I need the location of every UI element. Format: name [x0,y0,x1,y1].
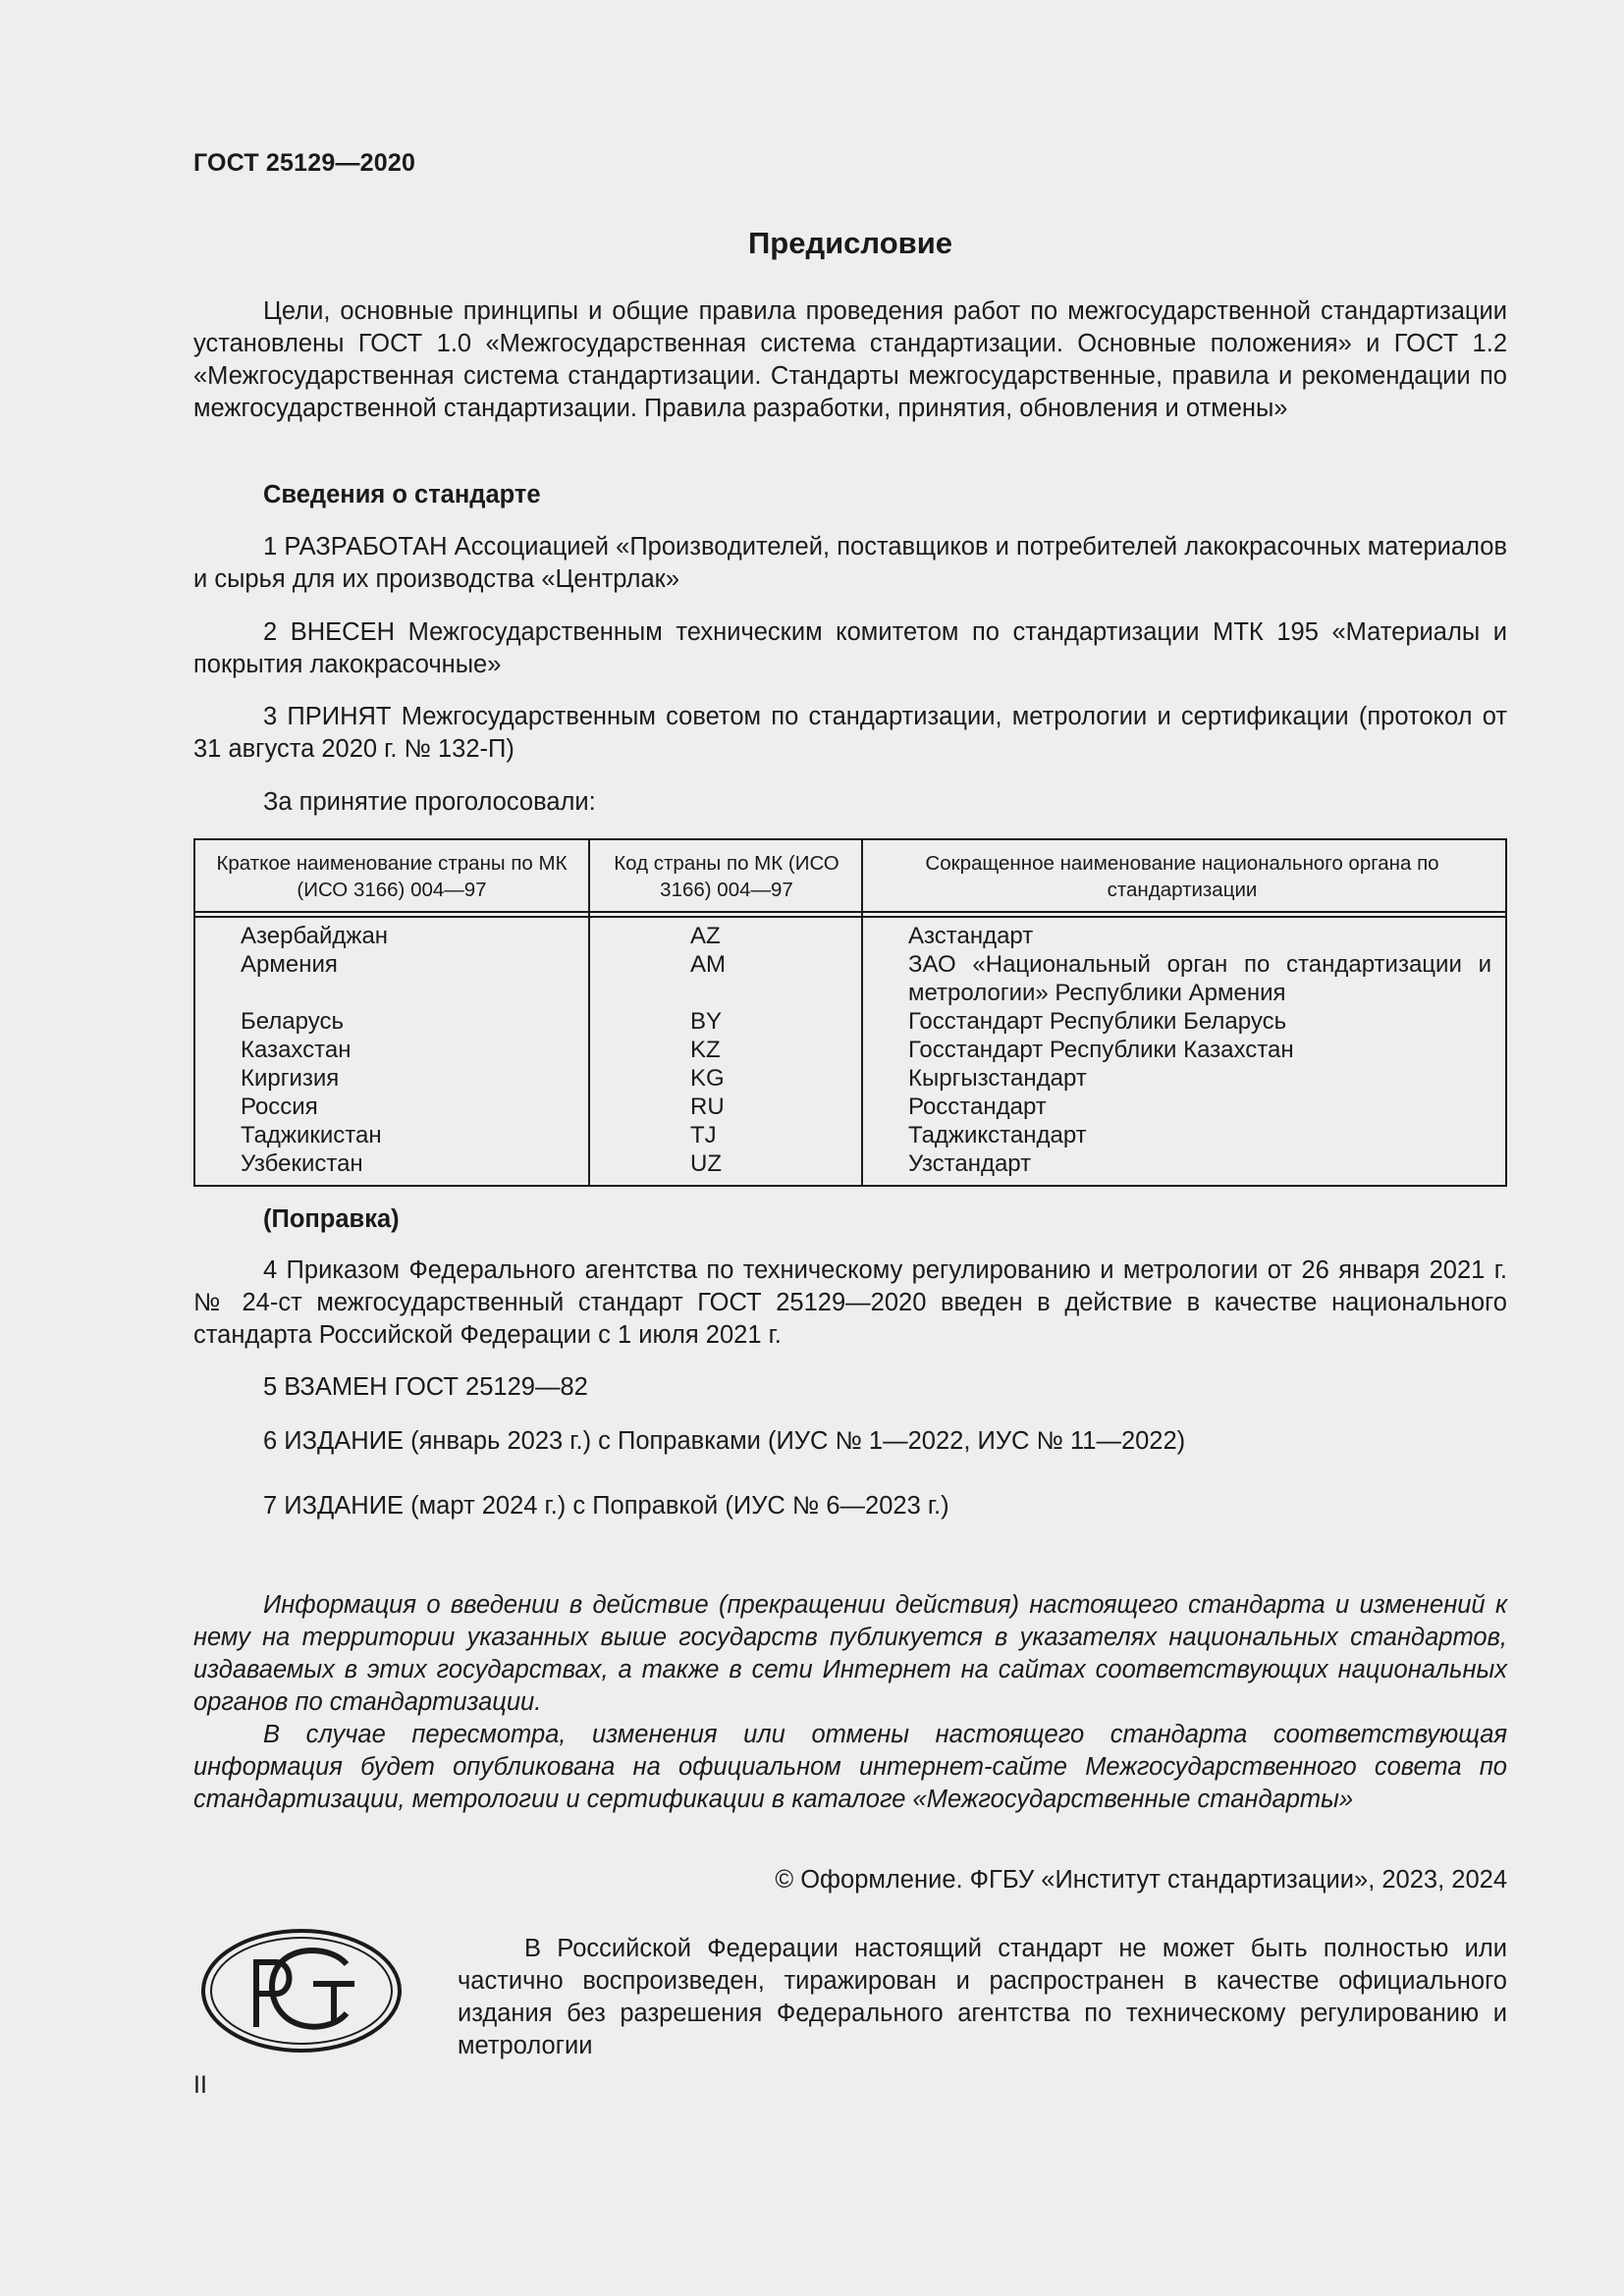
table-header-body: Сокращенное наименование национального органа по стандартизации [925,852,1439,901]
table-cell-country: Узбекистан [241,1150,363,1177]
table-cell-code: BY [690,1008,723,1035]
note-revision-info: В случае пересмотра, изменения или отмены настоящего стандарта соответствующая информация будет опубликована на официальном интернет-сайте Межгосударственного совета по стандартизации, метрологии и сертификации в каталоге «Межгосударственные стандарты» [193,1721,1507,1813]
table-cell-body: Кыргызстандарт [908,1065,1087,1092]
table-header-country: Краткое наименование страны по МК (ИСО 3166) 004—97 [216,852,568,901]
table-header-divider [195,911,1505,913]
table-cell-code: KG [690,1065,725,1092]
table-cell-code: KZ [690,1037,721,1063]
table-cell-body: Росстандарт [908,1094,1047,1120]
table-cell-body: ЗАО «Национальный орган по стандартизации и метрологии» Республики Армения [908,951,1491,1006]
voting-table [193,838,1507,1187]
item-replaces: 5 ВЗАМЕН ГОСТ 25129—82 [263,1373,588,1401]
reproduction-notice: В Российской Федерации настоящий стандарт не может быть полностью или частично воспроизведен, тиражирован и распространен в качестве официального издания без разрешения Федерального агентства по техническому регулированию и метрологии [458,1935,1507,2059]
table-cell-code: UZ [690,1150,722,1177]
item-adopted: 3 ПРИНЯТ Межгосударственным советом по стандартизации, метрологии и сертификации (протокол от 31 августа 2020 г. № 132-П) [193,703,1507,763]
table-cell-country: Таджикистан [241,1122,382,1148]
table-cell-body: Узстандарт [908,1150,1032,1177]
item-edition-2023: 6 ИЗДАНИЕ (январь 2023 г.) с Поправками (ИУС № 1—2022, ИУС № 11—2022) [263,1427,1186,1455]
standard-code: ГОСТ 25129—2020 [193,149,416,177]
table-cell-country: Россия [241,1094,318,1120]
table-cell-code: AM [690,951,726,978]
table-column-divider [861,840,863,1185]
rst-logo-icon [199,1927,404,2055]
table-cell-body: Госстандарт Республики Казахстан [908,1037,1294,1063]
item-edition-2024: 7 ИЗДАНИЕ (март 2024 г.) с Поправкой (ИУС № 6—2023 г.) [263,1492,949,1520]
page-title: Предисловие [747,226,952,260]
table-cell-country: Киргизия [241,1065,340,1092]
item-enacted: 4 Приказом Федерального агентства по техническому регулированию и метрологии от 26 января 2021 г. № 24-ст межгосударственный стандарт ГОСТ 25129—2020 введен в действие в качестве национального стандарта Российской Федерации с 1 июля 2021 г. [193,1256,1507,1349]
table-cell-country: Беларусь [241,1008,344,1035]
table-cell-code: TJ [690,1122,717,1148]
table-header-code: Код страны по МК (ИСО 3166) 004—97 [614,852,839,901]
table-cell-body: Госстандарт Республики Беларусь [908,1008,1287,1035]
table-cell-body: Азстандарт [908,923,1034,949]
table-cell-code: RU [690,1094,725,1120]
page-number: II [193,2071,207,2099]
vote-intro: За принятие проголосовали: [263,788,596,816]
table-cell-body: Таджикстандарт [908,1122,1087,1148]
table-cell-country: Азербайджан [241,923,389,949]
table-column-divider [588,840,590,1185]
table-cell-country: Казахстан [241,1037,352,1063]
table-header-divider [195,916,1505,918]
amendment-label: (Поправка) [263,1205,400,1233]
info-heading: Сведения о стандарте [263,481,541,508]
intro-paragraph: Цели, основные принципы и общие правила проведения работ по межгосударственной стандартизации установлены ГОСТ 1.0 «Межгосударственная система стандартизации. Основные положения» и ГОСТ 1.2 «Межгосударственная система стандартизации. Стандарты межгосударственные, правила и рекомендации по межгосударственной стандартизации. Правила разработки, принятия, обновления и отмены» [193,297,1507,422]
table-cell-code: AZ [690,923,721,949]
item-submitted: 2 ВНЕСЕН Межгосударственным техническим комитетом по стандартизации МТК 195 «Материалы и покрытия лакокрасочные» [193,618,1507,678]
note-enactment-info: Информация о введении в действие (прекращении действия) настоящего стандарта и изменений к нему на территории указанных выше государств публикуется в указателях национальных стандартов, издаваемых в этих государствах, а также в сети Интернет на сайтах соответствующих национальных органов по стандартизации. [193,1591,1507,1716]
copyright-line: © Оформление. ФГБУ «Институт стандартизации», 2023, 2024 [775,1866,1507,1894]
item-developed: 1 РАЗРАБОТАН Ассоциацией «Производителей, поставщиков и потребителей лакокрасочных материалов и сырья для их производства «Центрлак» [193,533,1507,593]
table-cell-country: Армения [241,951,338,978]
